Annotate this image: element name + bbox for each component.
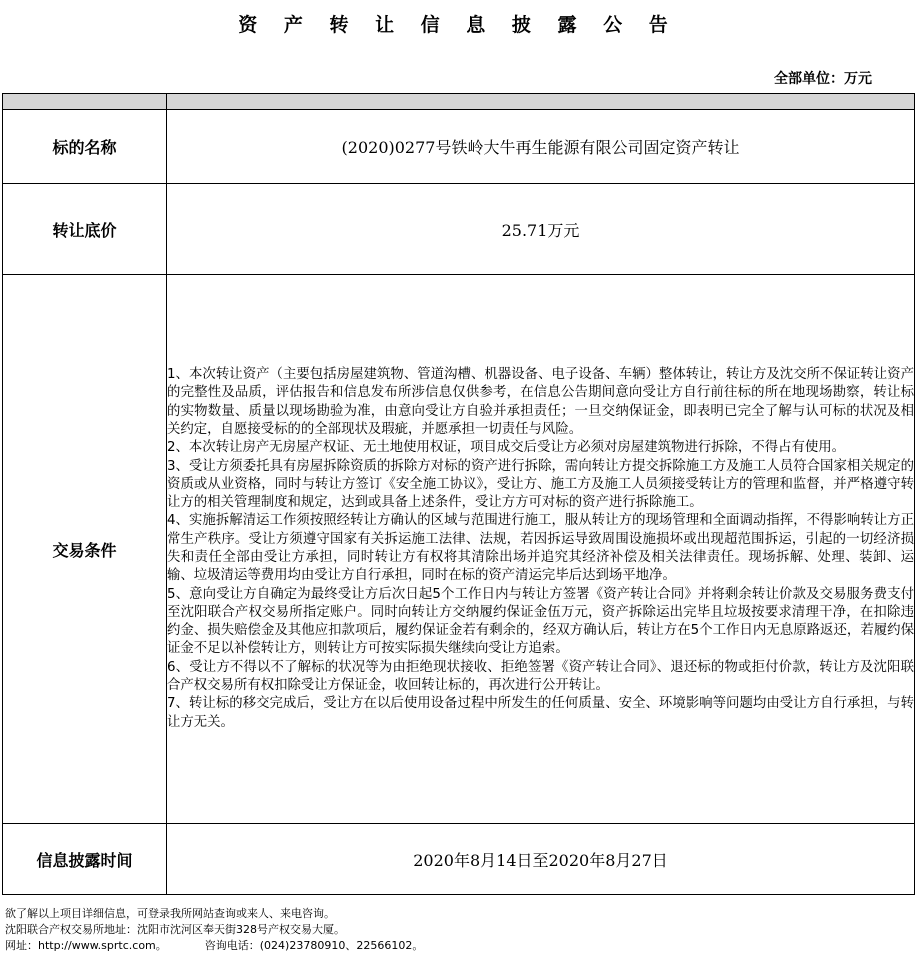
row-disclosure-time [3,824,915,895]
condition-clause-1: 1、本次转让资产（主要包括房屋建筑物、管道沟槽、机器设备、电子设备、车辆）整体转让，转让方及沈交所不保证转让资产的完整性及品质，评估报告和信息发布所涉信息仅供参考，在信息公告期间意向受让方自行前往标的所在地现场勘察，转让标的实物数量、质量以现场勘验为准，由意向受让方自验并承担责任；一旦交纳保证金，即表明已完全了解与认可标的状况及相关约定，自愿接受标的的全部现状及瑕疵，并愿承担一切责任与风险。 [167,367,914,437]
condition-clause-2: 2、本次转让房产无房屋产权证、无土地使用权证，项目成交后受让方必须对房屋建筑物进行拆除，不得占有使用。 [167,440,846,456]
row-asset-name [3,110,915,184]
asset-name-value: (2020)0277号铁岭大牛再生能源有限公司固定资产转让 [167,110,915,184]
trade-conditions-label: 交易条件 [3,275,167,824]
header-cell-value [167,94,915,110]
disclosure-time-label: 信息披露时间 [3,824,167,895]
footer-contact [5,938,423,954]
trade-conditions-text [167,275,915,824]
disclosure-table [2,93,915,895]
unit-note: 全部单位：万元 [774,71,872,87]
header-row [3,94,915,110]
footer-phone: 咨询电话：(024)23780910、22566102。 [204,939,424,952]
footer-notes [5,906,423,954]
row-base-price [3,184,915,275]
asset-name-label: 标的名称 [3,110,167,184]
base-price-label: 转让底价 [3,184,167,275]
condition-clause-5: 5、意向受让方自确定为最终受让方后次日起5个工作日内与转让方签署《资产转让合同》并将剩余转让价款及交易服务费支付至沈阳联合产权交易所指定账户。同时向转让方交纳履约保证金伍万元，资产拆除运出完毕且垃圾按要求清理干净，在扣除违约金、损失赔偿金及其他应扣款项后，履约保证金若有剩余的，经双方确认后，转让方在5个工作日内无息原路返还，若履约保证金不足以补偿转让方，则转让方可按实际损失继续向受让方追索。 [167,586,914,657]
footer-website: 网址：http://www.sprtc.com。 [5,939,167,952]
page-title: 资 产 转 让 信 息 披 露 公 告 [238,14,678,36]
condition-clause-4: 4、实施拆解清运工作须按照经转让方确认的区域与范围进行施工，服从转让方的现场管理和全面调动指挥，不得影响转让方正常生产秩序。受让方须遵守国家有关拆运施工法律、法规，若因拆运导致周围设施损坏或出现超范围拆运，引起的一切经济损失和责任全部由受让方承担，同时转让方有权将其清除出场并追究其经济补偿及相关法律责任。现场拆解、处理、装卸、运输、垃圾清运等费用均由受让方自行承担，同时在标的资产清运完毕后达到场平地净。 [167,513,914,584]
row-trade-conditions [3,275,915,824]
condition-clause-7: 7、转让标的移交完成后，受让方在以后使用设备过程中所发生的任何质量、安全、环境影响等问题均由受让方自行承担，与转让方无关。 [167,696,914,730]
condition-clause-6: 6、受让方不得以不了解标的状况等为由拒绝现状接收、拒绝签署《资产转让合同》、退还标的物或拒付价款，转让方及沈阳联合产权交易所有权扣除受让方保证金，收回转让标的，再次进行公开转让。 [167,659,914,694]
footer-inquiry-note: 欲了解以上项目详细信息，可登录我所网站查询或来人、来电咨询。 [5,907,335,920]
base-price-value: 25.71万元 [167,184,915,275]
header-cell-label [3,94,167,110]
footer-address: 沈阳联合产权交易所地址：沈阳市沈河区奉天街328号产权交易大厦。 [5,923,345,936]
disclosure-time-value: 2020年8月14日至2020年8月27日 [167,824,915,895]
condition-clause-3: 3、受让方须委托具有房屋拆除资质的拆除方对标的资产进行拆除，需向转让方提交拆除施工方及施工人员符合国家相关规定的资质或从业资格，同时与转让方签订《安全施工协议》，受让方、施工方及施工人员须接受转让方的管理和监督，并严格遵守转让方的相关管理制度和规定，达到或具备上述条件，受让方方可对标的资产进行拆除施工。 [167,458,914,511]
